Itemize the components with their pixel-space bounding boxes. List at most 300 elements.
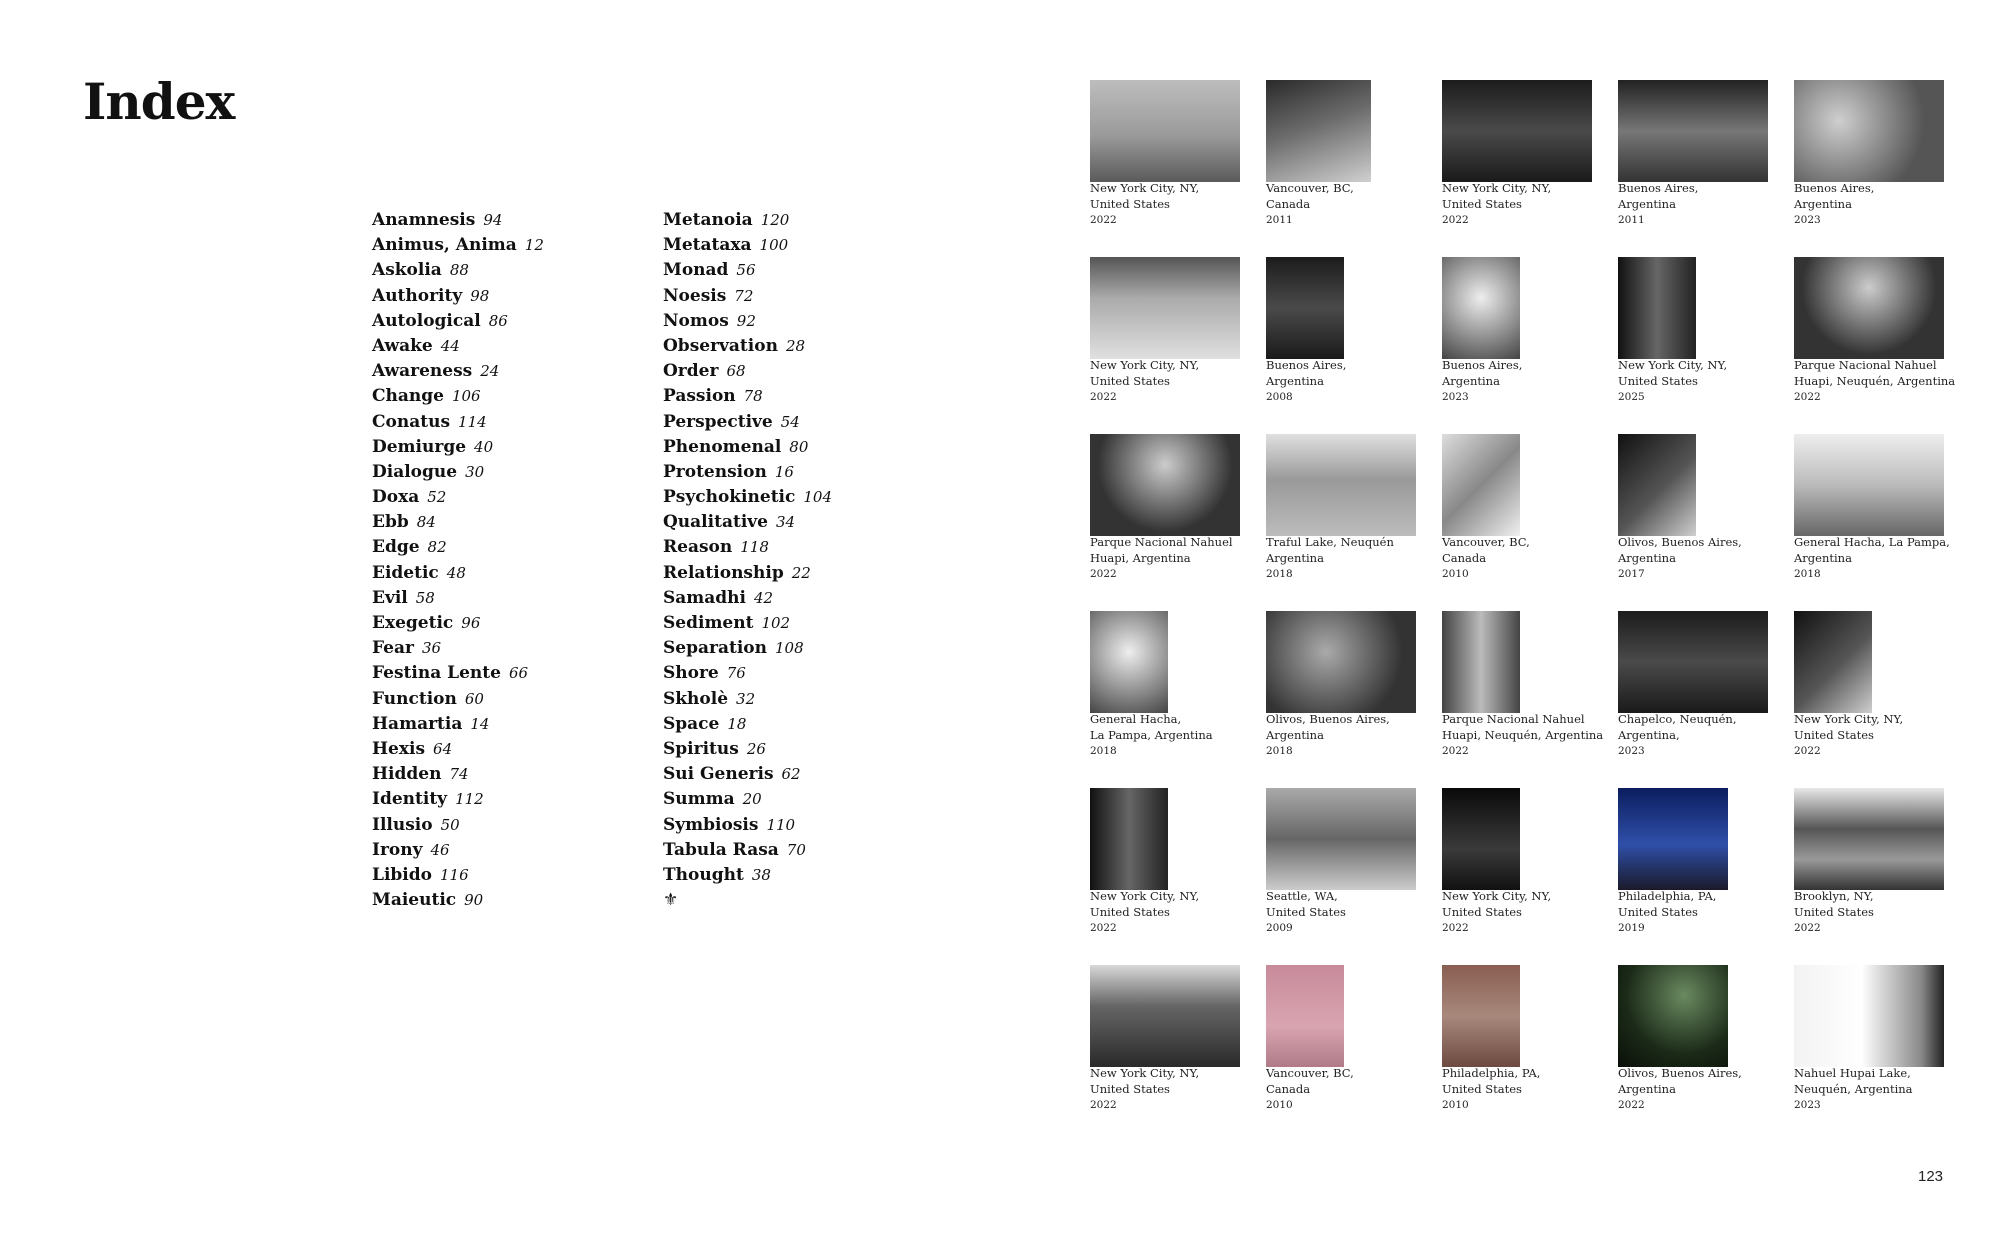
index-page-number: 114 xyxy=(458,412,487,431)
index-term: Spiritus xyxy=(663,738,739,759)
caption-year: 2022 xyxy=(1090,391,1117,403)
caption-year: 2010 xyxy=(1442,568,1469,580)
caption-year: 2022 xyxy=(1090,568,1117,580)
caption-year: 2008 xyxy=(1266,391,1293,403)
index-term: Festina Lente xyxy=(372,663,501,684)
photo-thumbnail xyxy=(1266,788,1416,890)
index-term: Demiurge xyxy=(372,436,467,457)
index-entry xyxy=(663,838,943,863)
photo-caption xyxy=(1090,357,1265,405)
index-page-number: 30 xyxy=(465,462,485,481)
photo-caption xyxy=(1794,888,1969,936)
index-entry xyxy=(663,561,943,586)
caption-location: United States xyxy=(1794,905,1874,919)
photo-caption xyxy=(1442,1065,1617,1113)
index-entry xyxy=(372,561,652,586)
index-term: Separation xyxy=(663,638,767,659)
index-term: Anamnesis xyxy=(372,210,476,230)
index-term: Psychokinetic xyxy=(663,487,796,508)
index-entry xyxy=(372,208,652,233)
index-page-number: 82 xyxy=(427,538,447,557)
photo-thumbnail xyxy=(1618,80,1768,182)
index-term: Samadhi xyxy=(663,587,746,608)
index-entry xyxy=(663,787,943,812)
index-term: Doxa xyxy=(372,487,420,508)
photo-thumbnail xyxy=(1618,788,1728,890)
index-page-number: 48 xyxy=(446,563,466,582)
index-entry xyxy=(663,863,943,888)
caption-location: New York City, NY, xyxy=(1442,181,1552,195)
index-entry xyxy=(663,712,943,737)
caption-location: Argentina, xyxy=(1618,728,1680,742)
photo-thumbnail xyxy=(1266,80,1371,182)
photo-thumbnail xyxy=(1794,788,1944,890)
photo-thumbnail xyxy=(1442,611,1520,713)
photo-item xyxy=(1618,788,1783,958)
index-page-number: 28 xyxy=(785,336,806,355)
caption-year: 2022 xyxy=(1794,391,1821,403)
caption-location: Argentina xyxy=(1618,551,1676,565)
index-term: Reason xyxy=(663,537,733,558)
caption-location: Chapelco, Neuquén, xyxy=(1618,712,1737,726)
index-entry xyxy=(372,485,652,510)
index-page-number: 110 xyxy=(766,815,796,834)
caption-location: United States xyxy=(1266,905,1346,919)
photo-thumbnail xyxy=(1442,434,1520,536)
photo-caption xyxy=(1618,180,1793,228)
photo-item xyxy=(1090,257,1255,427)
photo-item xyxy=(1442,788,1607,958)
index-term: Summa xyxy=(663,789,735,810)
index-entry xyxy=(372,863,652,888)
caption-location: Seattle, WA, xyxy=(1266,889,1338,903)
index-page-number: 80 xyxy=(789,437,809,456)
photo-item xyxy=(1442,965,1607,1135)
caption-year: 2022 xyxy=(1090,922,1117,934)
photo-caption xyxy=(1090,711,1265,759)
photo-caption xyxy=(1442,180,1617,228)
caption-year: 2010 xyxy=(1442,1099,1469,1111)
index-term: Monad xyxy=(663,260,729,281)
photo-item xyxy=(1442,80,1607,250)
caption-year: 2022 xyxy=(1442,922,1469,934)
photo-item xyxy=(1266,80,1431,250)
index-page-number: 120 xyxy=(760,211,790,229)
caption-year: 2022 xyxy=(1442,745,1469,757)
photo-caption xyxy=(1266,888,1441,936)
index-term: Order xyxy=(663,361,719,382)
index-page-number: 84 xyxy=(416,513,436,532)
caption-year: 2011 xyxy=(1266,214,1293,226)
index-page-number: 44 xyxy=(440,336,460,355)
photo-caption xyxy=(1794,711,1969,759)
index-term: Function xyxy=(372,688,457,709)
index-entry xyxy=(372,636,652,661)
caption-location: Argentina xyxy=(1794,197,1852,211)
photo-caption xyxy=(1794,1065,1969,1113)
caption-year: 2022 xyxy=(1090,1099,1117,1111)
index-term: Sui Generis xyxy=(663,764,774,785)
caption-location: Argentina xyxy=(1618,197,1676,211)
index-entry xyxy=(663,535,943,560)
index-term: Thought xyxy=(663,864,744,885)
photo-caption xyxy=(1442,357,1617,405)
index-entry xyxy=(372,309,652,334)
index-entry xyxy=(372,359,652,384)
index-term: Hexis xyxy=(372,738,426,759)
photo-item xyxy=(1266,965,1431,1135)
index-entry xyxy=(663,586,943,611)
index-page-number: 56 xyxy=(736,261,756,280)
index-page-number: 34 xyxy=(775,513,796,532)
index-entry xyxy=(663,208,943,233)
index-entry xyxy=(663,485,943,510)
photo-item xyxy=(1618,257,1783,427)
photo-thumbnail xyxy=(1618,257,1696,359)
photo-caption xyxy=(1794,180,1969,228)
index-page-number: 74 xyxy=(449,765,469,784)
photo-thumbnail xyxy=(1794,611,1872,713)
caption-location: Neuquén, Argentina xyxy=(1794,1082,1913,1096)
index-entry xyxy=(663,762,943,787)
caption-year: 2011 xyxy=(1618,214,1645,226)
photo-caption xyxy=(1266,357,1441,405)
photo-thumbnail xyxy=(1794,434,1944,536)
page-number: 123 xyxy=(1918,1168,1944,1185)
index-page-number: 52 xyxy=(427,488,447,507)
index-page-number: 108 xyxy=(774,639,804,658)
caption-location: Canada xyxy=(1266,1082,1311,1096)
photo-caption xyxy=(1442,888,1617,936)
photo-thumbnail xyxy=(1090,965,1240,1067)
index-entry xyxy=(663,661,943,686)
index-term: Skholè xyxy=(663,688,729,709)
index-entry xyxy=(372,687,652,712)
index-page-number: 104 xyxy=(803,488,832,507)
index-entry xyxy=(663,384,943,409)
photo-item xyxy=(1794,434,1959,604)
caption-location: United States xyxy=(1090,374,1170,388)
index-term: Exegetic xyxy=(372,613,454,633)
index-term: Identity xyxy=(372,789,448,810)
photo-item xyxy=(1442,611,1607,781)
index-page-number: 64 xyxy=(433,739,453,758)
index-entry xyxy=(663,309,943,334)
photo-item xyxy=(1794,788,1959,958)
index-term: Animus, Anima xyxy=(372,235,517,256)
index-entry xyxy=(372,787,652,812)
caption-location: United States xyxy=(1090,905,1170,919)
caption-year: 2019 xyxy=(1618,922,1645,934)
index-term: Qualitative xyxy=(663,512,768,533)
index-page-number: 46 xyxy=(430,840,450,859)
caption-location: United States xyxy=(1794,728,1874,742)
index-page-number: 62 xyxy=(781,765,801,784)
photo-caption xyxy=(1266,180,1441,228)
photo-item xyxy=(1794,965,1959,1135)
photo-item xyxy=(1442,434,1607,604)
index-page-number: 106 xyxy=(451,387,481,406)
index-page-number: 88 xyxy=(449,261,469,280)
index-entry xyxy=(372,586,652,611)
photo-thumbnail xyxy=(1266,434,1416,536)
photo-item xyxy=(1618,434,1783,604)
caption-location: Canada xyxy=(1266,197,1311,211)
index-page-number: 36 xyxy=(421,639,442,658)
photo-caption xyxy=(1618,888,1793,936)
index-term: Symbiosis xyxy=(663,814,759,835)
index-term: Authority xyxy=(372,285,463,306)
index-page-number: 100 xyxy=(759,236,789,255)
index-term: Edge xyxy=(372,537,420,558)
index-page-number: 118 xyxy=(740,538,769,557)
index-term: Observation xyxy=(663,335,778,356)
index-term: Ebb xyxy=(372,512,409,533)
index-entry xyxy=(372,838,652,863)
index-column-left xyxy=(372,208,652,913)
caption-location: Olivos, Buenos Aires, xyxy=(1618,535,1742,549)
caption-location: Buenos Aires, xyxy=(1794,181,1875,195)
index-term: Dialogue xyxy=(372,461,458,482)
caption-year: 2023 xyxy=(1794,1099,1821,1111)
index-term: Hamartia xyxy=(372,713,463,734)
photo-caption xyxy=(1618,1065,1793,1113)
photo-item xyxy=(1794,80,1959,250)
index-page-number: 70 xyxy=(786,840,806,859)
caption-year: 2022 xyxy=(1794,922,1821,934)
photo-item xyxy=(1266,788,1431,958)
photo-thumbnail xyxy=(1266,965,1344,1067)
caption-location: New York City, NY, xyxy=(1618,358,1728,372)
index-entry xyxy=(372,334,652,359)
index-term: Illusio xyxy=(372,814,433,835)
index-entry xyxy=(663,611,943,636)
index-page-number: 92 xyxy=(736,311,756,330)
index-term: Askolia xyxy=(372,260,442,281)
caption-year: 2018 xyxy=(1090,745,1117,757)
index-entry xyxy=(663,233,943,258)
index-entry xyxy=(372,384,652,409)
caption-location: Argentina xyxy=(1618,1082,1676,1096)
caption-year: 2017 xyxy=(1618,568,1645,580)
index-entry xyxy=(372,258,652,283)
index-page-number: 112 xyxy=(455,790,484,809)
index-entry xyxy=(372,888,652,913)
index-entry xyxy=(663,410,943,435)
photo-thumbnail xyxy=(1618,965,1728,1067)
caption-location: Vancouver, BC, xyxy=(1266,1066,1354,1080)
photo-thumbnail xyxy=(1442,257,1520,359)
photo-item xyxy=(1794,611,1959,781)
photo-item xyxy=(1794,257,1959,427)
caption-location: General Hacha, La Pampa, xyxy=(1794,535,1950,549)
photo-caption xyxy=(1266,711,1441,759)
caption-location: Buenos Aires, xyxy=(1618,181,1699,195)
caption-location: Buenos Aires, xyxy=(1442,358,1523,372)
photo-caption xyxy=(1266,1065,1441,1113)
index-page-number: 12 xyxy=(524,236,544,255)
caption-year: 2022 xyxy=(1618,1099,1645,1111)
index-term: Shore xyxy=(663,663,719,684)
caption-year: 2010 xyxy=(1266,1099,1293,1111)
photo-item xyxy=(1618,80,1783,250)
caption-location: Argentina xyxy=(1442,374,1500,388)
caption-year: 2025 xyxy=(1618,391,1645,403)
caption-location: Philadelphia, PA, xyxy=(1618,889,1717,903)
caption-location: New York City, NY, xyxy=(1794,712,1904,726)
index-page-number: 96 xyxy=(461,614,481,632)
photo-thumbnail xyxy=(1442,788,1520,890)
caption-location: New York City, NY, xyxy=(1090,889,1200,903)
photo-caption xyxy=(1618,357,1793,405)
photo-thumbnail xyxy=(1090,257,1240,359)
photo-caption xyxy=(1794,357,1969,405)
index-term: Irony xyxy=(372,839,423,860)
index-entry xyxy=(372,535,652,560)
photo-item xyxy=(1090,434,1255,604)
index-column-right xyxy=(663,208,943,913)
index-term: Autological xyxy=(372,310,481,331)
index-term: Fear xyxy=(372,638,414,659)
index-page-number: 16 xyxy=(774,462,794,481)
index-entry xyxy=(372,737,652,762)
photo-item xyxy=(1090,611,1255,781)
caption-location: Nahuel Hupai Lake, xyxy=(1794,1066,1911,1080)
index-entry xyxy=(663,334,943,359)
caption-location: United States xyxy=(1090,197,1170,211)
caption-location: Huapi, Neuquén, Argentina xyxy=(1794,374,1956,388)
fleuron-ornament-icon: ⚜ xyxy=(663,890,679,911)
index-term: Nomos xyxy=(663,310,729,331)
caption-year: 2018 xyxy=(1266,568,1293,580)
caption-year: 2023 xyxy=(1442,391,1469,403)
photo-caption xyxy=(1090,1065,1265,1113)
index-entry xyxy=(372,661,652,686)
photo-item xyxy=(1090,788,1255,958)
index-page-number: 40 xyxy=(474,437,494,456)
photo-item xyxy=(1090,80,1255,250)
index-term: Space xyxy=(663,713,720,734)
index-entry xyxy=(663,460,943,485)
index-page-number: 102 xyxy=(761,614,791,632)
photo-thumbnail xyxy=(1090,611,1168,713)
photo-thumbnail xyxy=(1266,611,1416,713)
caption-location: United States xyxy=(1618,374,1698,388)
caption-year: 2022 xyxy=(1090,214,1117,226)
caption-year: 2022 xyxy=(1442,214,1469,226)
photo-caption xyxy=(1090,888,1265,936)
index-entry xyxy=(663,636,943,661)
caption-year: 2018 xyxy=(1266,745,1293,757)
photo-thumbnail xyxy=(1090,434,1240,536)
photo-thumbnail xyxy=(1618,611,1768,713)
index-entry xyxy=(372,762,652,787)
index-entry xyxy=(372,510,652,535)
caption-location: Olivos, Buenos Aires, xyxy=(1618,1066,1742,1080)
index-title: Index xyxy=(83,72,235,131)
photo-thumbnail xyxy=(1794,80,1944,182)
photo-thumbnail xyxy=(1794,965,1944,1067)
index-term: Protension xyxy=(663,461,767,482)
caption-location: Vancouver, BC, xyxy=(1442,535,1530,549)
caption-year: 2018 xyxy=(1794,568,1821,580)
index-page-number: 68 xyxy=(726,362,746,381)
caption-location: Vancouver, BC, xyxy=(1266,181,1354,195)
index-entry xyxy=(372,284,652,309)
photo-caption xyxy=(1090,180,1265,228)
index-term: Metataxa xyxy=(663,235,752,256)
index-entry xyxy=(372,233,652,258)
index-entry xyxy=(663,687,943,712)
index-page-number: 58 xyxy=(415,588,435,607)
index-page-number: 26 xyxy=(746,739,766,758)
caption-location: La Pampa, Argentina xyxy=(1090,728,1213,742)
caption-year: 2009 xyxy=(1266,922,1293,934)
photo-caption xyxy=(1442,711,1617,759)
index-term: Passion xyxy=(663,386,736,407)
index-entry xyxy=(372,435,652,460)
index-term: Libido xyxy=(372,864,432,885)
index-entry xyxy=(663,284,943,309)
photo-item xyxy=(1618,611,1783,781)
caption-location: United States xyxy=(1442,197,1522,211)
index-term: Perspective xyxy=(663,411,773,432)
index-entry xyxy=(663,435,943,460)
caption-location: Brooklyn, NY, xyxy=(1794,889,1874,903)
index-page-number: 42 xyxy=(754,588,774,607)
index-entry xyxy=(372,410,652,435)
index-page-number: 76 xyxy=(726,664,746,683)
photo-caption xyxy=(1090,534,1265,582)
caption-location: Huapi, Neuquén, Argentina xyxy=(1442,728,1604,742)
index-page-number: 20 xyxy=(742,790,762,809)
index-page-number: 90 xyxy=(464,891,484,910)
index-term: Change xyxy=(372,386,444,407)
caption-location: Parque Nacional Nahuel xyxy=(1794,358,1937,372)
index-page-number: 54 xyxy=(780,412,800,431)
photo-thumbnail xyxy=(1618,434,1696,536)
caption-location: New York City, NY, xyxy=(1090,1066,1200,1080)
index-term: Conatus xyxy=(372,411,451,432)
index-page-number: 50 xyxy=(440,815,460,834)
caption-location: Argentina xyxy=(1266,551,1324,565)
caption-location: Philadelphia, PA, xyxy=(1442,1066,1541,1080)
photo-thumbnail xyxy=(1266,257,1344,359)
index-term: Awake xyxy=(372,335,433,356)
index-entry xyxy=(372,611,652,636)
index-page-number: 66 xyxy=(508,664,529,683)
caption-location: United States xyxy=(1442,905,1522,919)
index-entry xyxy=(372,712,652,737)
caption-location: United States xyxy=(1090,1082,1170,1096)
index-page-number: 72 xyxy=(734,286,754,305)
caption-location: New York City, NY, xyxy=(1442,889,1552,903)
index-term: Noesis xyxy=(663,285,727,306)
index-page-number: 24 xyxy=(480,362,500,381)
photo-item xyxy=(1266,611,1431,781)
index-page-number: 18 xyxy=(727,714,747,733)
index-entry xyxy=(663,510,943,535)
index-term: Eidetic xyxy=(372,562,439,583)
caption-year: 2023 xyxy=(1794,214,1821,226)
index-page-number: 116 xyxy=(439,865,469,884)
index-entry xyxy=(372,460,652,485)
index-entry xyxy=(663,813,943,838)
photo-caption xyxy=(1794,534,1969,582)
index-page-number: 60 xyxy=(464,689,484,708)
photo-thumbnail xyxy=(1794,257,1944,359)
index-page-number: 38 xyxy=(751,865,771,884)
